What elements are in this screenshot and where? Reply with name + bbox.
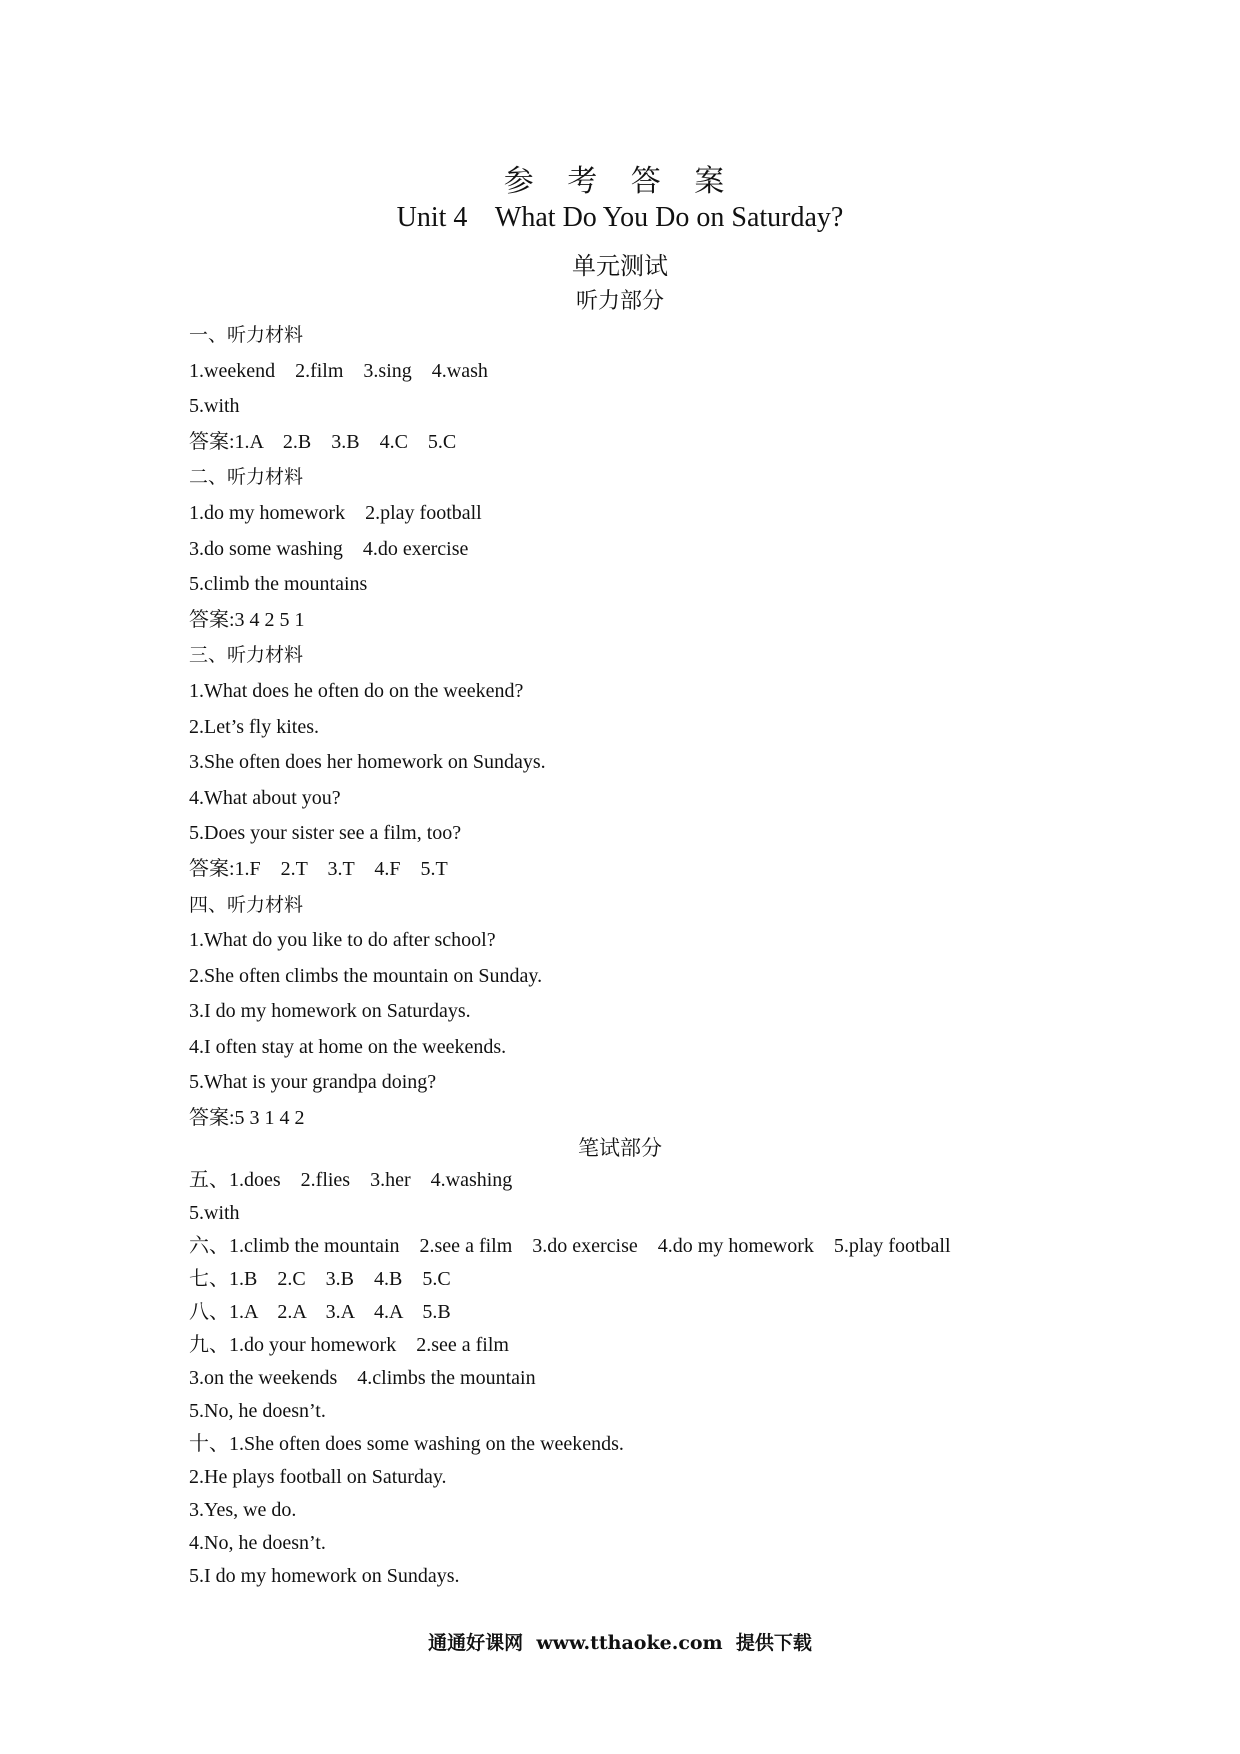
test-subtitle: 单元测试 [572, 252, 668, 280]
answer-line: 十、1.She often does some washing on the weekends. [189, 1433, 624, 1455]
answer-line: 答案:3 4 2 5 1 [189, 608, 305, 631]
answer-line: 1.What do you like to do after school? [189, 929, 496, 952]
answer-line: 答案:5 3 1 4 2 [189, 1107, 305, 1130]
answer-line: 二、听力材料 [189, 466, 304, 489]
answer-line: 五、1.does 2.flies 3.her 4.washing [189, 1169, 513, 1191]
download-footer: 通通好课网 www.tthaoke.com 提供下载 [428, 1632, 812, 1654]
answer-line: 2.She often climbs the mountain on Sunday. [189, 964, 543, 987]
listening-section-heading: 听力部分 [575, 289, 664, 314]
answer-line: 三、听力材料 [189, 644, 304, 667]
answer-line: 3.Yes, we do. [189, 1499, 297, 1521]
answer-line: 2.Let’s fly kites. [189, 715, 319, 738]
answer-line: 5.I do my homework on Sundays. [189, 1565, 460, 1587]
answer-line: 3.do some washing 4.do exercise [189, 537, 469, 560]
answer-line: 1.do my homework 2.play football [189, 501, 482, 524]
listening-answers [189, 318, 1219, 1137]
answer-line: 答案:1.A 2.B 3.B 4.C 5.C [189, 430, 457, 453]
answer-line: 答案:1.F 2.T 3.T 4.F 5.T [189, 857, 448, 880]
answer-line: 5.with [189, 395, 240, 418]
answer-line: 七、1.B 2.C 3.B 4.B 5.C [189, 1268, 451, 1290]
answer-line: 4.I often stay at home on the weekends. [189, 1035, 507, 1058]
written-answers [189, 1164, 1229, 1593]
answer-line: 六、1.climb the mountain 2.see a film 3.do exercise 4.do my homework 5.play football [189, 1235, 951, 1257]
answer-line: 5.Does your sister see a film, too? [189, 822, 462, 845]
answer-line: 4.No, he doesn’t. [189, 1532, 326, 1554]
answer-line: 5.No, he doesn’t. [189, 1400, 326, 1422]
answer-line: 八、1.A 2.A 3.A 4.A 5.B [189, 1301, 451, 1323]
answer-line: 5.with [189, 1202, 240, 1224]
answer-line: 四、听力材料 [189, 893, 304, 916]
answer-line: 4.What about you? [189, 786, 341, 809]
answer-line: 3.on the weekends 4.climbs the mountain [189, 1367, 536, 1389]
written-section-heading: 笔试部分 [578, 1136, 662, 1160]
answer-line: 1.weekend 2.film 3.sing 4.wash [189, 359, 488, 382]
answer-line: 1.What does he often do on the weekend? [189, 679, 524, 702]
answer-line: 2.He plays football on Saturday. [189, 1466, 447, 1488]
answer-line: 九、1.do your homework 2.see a film [189, 1334, 509, 1356]
answer-line: 3.I do my homework on Saturdays. [189, 1000, 471, 1023]
answer-line: 5.What is your grandpa doing? [189, 1071, 437, 1094]
unit-title: Unit 4 What Do You Do on Saturday? [396, 202, 844, 233]
answer-line: 一、听力材料 [189, 324, 304, 346]
answer-line: 5.climb the mountains [189, 573, 368, 596]
page-title: 参 考 答 案 [503, 164, 737, 199]
answer-line: 3.She often does her homework on Sundays. [189, 751, 546, 774]
